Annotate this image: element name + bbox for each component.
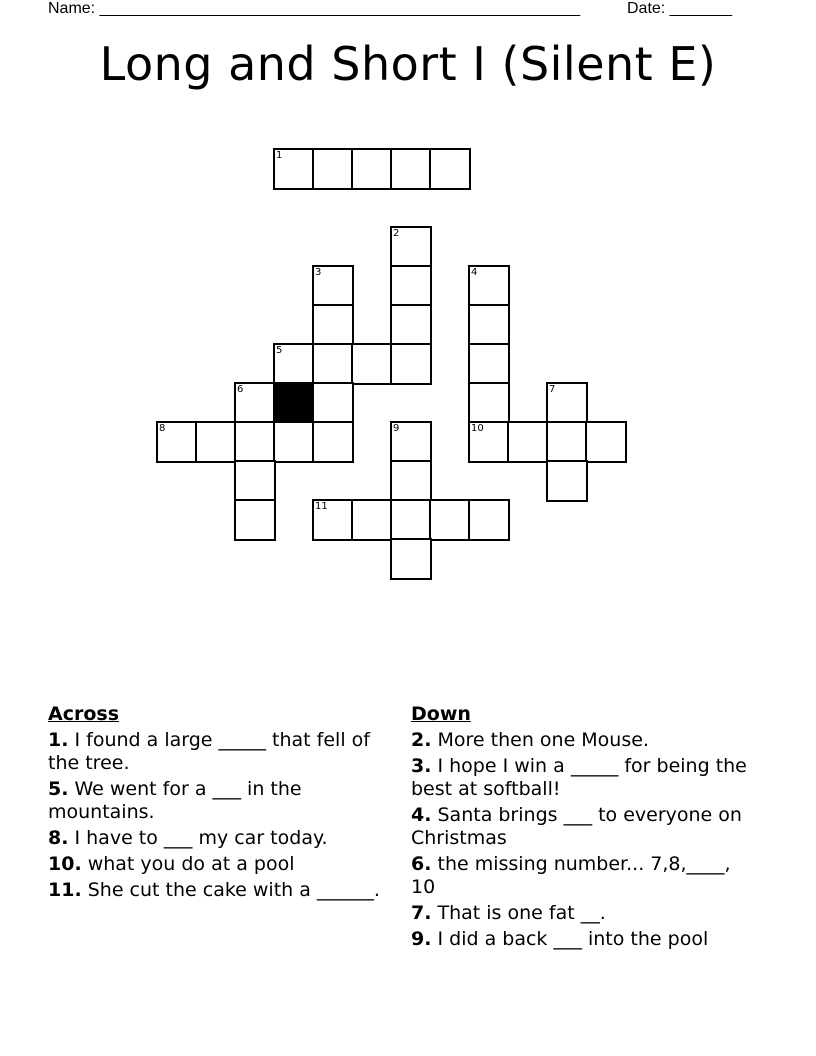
clue-number: 3. (411, 755, 432, 777)
grid-cell[interactable] (312, 499, 354, 541)
clue-text: I have to ___ my car today. (68, 827, 328, 849)
clue-text: the missing number... 7,8,____, 10 (411, 853, 731, 898)
grid-cell[interactable] (234, 421, 276, 463)
clue-text: We went for a ___ in the mountains. (48, 778, 302, 823)
clue-text: Santa brings ___ to everyone on Christmas (411, 804, 742, 849)
clue-number: 5. (48, 778, 69, 800)
grid-cell[interactable] (312, 148, 354, 190)
grid-cell[interactable] (468, 265, 510, 307)
clue-number: 11. (48, 879, 82, 901)
across-clues (48, 702, 388, 905)
grid-cell[interactable] (546, 460, 588, 502)
clue-number: 2. (411, 729, 432, 751)
down-clue (411, 902, 751, 925)
clue-number: 10. (48, 853, 82, 875)
down-clues (411, 702, 751, 954)
clue-number: 9 (393, 423, 400, 434)
across-clue (48, 853, 388, 876)
grid-cell[interactable] (546, 421, 588, 463)
clue-text: I hope I win a _____ for being the best at softball! (411, 755, 747, 800)
grid-cell[interactable] (195, 421, 237, 463)
grid-cell[interactable] (429, 148, 471, 190)
clue-text: what you do at a pool (81, 853, 295, 875)
grid-cell[interactable] (507, 421, 549, 463)
grid-cell[interactable] (351, 343, 393, 385)
grid-cell[interactable] (468, 499, 510, 541)
clue-number: 3 (315, 267, 322, 278)
grid-cell[interactable] (390, 499, 432, 541)
grid-cell[interactable] (312, 343, 354, 385)
grid-cell[interactable] (234, 499, 276, 541)
clue-number: 1 (276, 150, 283, 161)
down-clue (411, 729, 751, 752)
grid-cell[interactable] (273, 148, 315, 190)
down-clue (411, 928, 751, 951)
grid-cell[interactable] (468, 304, 510, 346)
across-clue (48, 778, 388, 824)
grid-cell[interactable] (390, 148, 432, 190)
grid-cell[interactable] (351, 148, 393, 190)
grid-cell[interactable] (585, 421, 627, 463)
clue-number: 7 (549, 384, 556, 395)
grid-cell[interactable] (312, 382, 354, 424)
grid-cell[interactable] (312, 304, 354, 346)
across-heading: Across (48, 703, 120, 725)
grid-cell[interactable] (273, 421, 315, 463)
clue-number: 2 (393, 228, 400, 239)
grid-cell[interactable] (390, 265, 432, 307)
down-heading: Down (411, 703, 471, 725)
grid-cell[interactable] (312, 265, 354, 307)
down-clue (411, 804, 751, 850)
grid-cell[interactable] (390, 226, 432, 268)
clue-number: 4 (471, 267, 478, 278)
grid-cell[interactable] (468, 343, 510, 385)
clue-number: 4. (411, 804, 432, 826)
grid-cell[interactable] (273, 343, 315, 385)
grid-cell[interactable] (390, 304, 432, 346)
clue-text: I did a back ___ into the pool (431, 928, 709, 950)
grid-cell[interactable] (234, 382, 276, 424)
across-clue (48, 827, 388, 850)
black-cell (273, 382, 315, 424)
clue-number: 1. (48, 729, 69, 751)
clue-number: 9. (411, 928, 432, 950)
clue-number: 6. (411, 853, 432, 875)
date-field[interactable]: Date: _______ (627, 0, 732, 17)
clue-number: 11 (315, 501, 328, 512)
clue-text: I found a large _____ that fell of the tree. (48, 729, 370, 774)
clue-text: She cut the cake with a ______. (81, 879, 380, 901)
grid-cell[interactable] (468, 421, 510, 463)
grid-cell[interactable] (546, 382, 588, 424)
clue-number: 8. (48, 827, 69, 849)
grid-cell[interactable] (468, 382, 510, 424)
clue-number: 10 (471, 423, 484, 434)
grid-cell[interactable] (390, 538, 432, 580)
clue-number: 8 (159, 423, 166, 434)
clue-number: 7. (411, 902, 432, 924)
down-clue (411, 755, 751, 801)
clue-number: 6 (237, 384, 244, 395)
grid-cell[interactable] (429, 499, 471, 541)
grid-cell[interactable] (312, 421, 354, 463)
grid-cell[interactable] (156, 421, 198, 463)
grid-cell[interactable] (390, 343, 432, 385)
clue-text: That is one fat __. (431, 902, 606, 924)
across-clue (48, 729, 388, 775)
clue-text: More then one Mouse. (431, 729, 649, 751)
name-field[interactable]: Name: ______________________________________________________ (48, 0, 581, 17)
grid-cell[interactable] (390, 460, 432, 502)
clue-number: 5 (276, 345, 283, 356)
across-clue (48, 879, 388, 902)
grid-cell[interactable] (390, 421, 432, 463)
page-title: Long and Short I (Silent E) (99, 37, 717, 91)
grid-cell[interactable] (234, 460, 276, 502)
down-clue (411, 853, 751, 899)
grid-cell[interactable] (351, 499, 393, 541)
